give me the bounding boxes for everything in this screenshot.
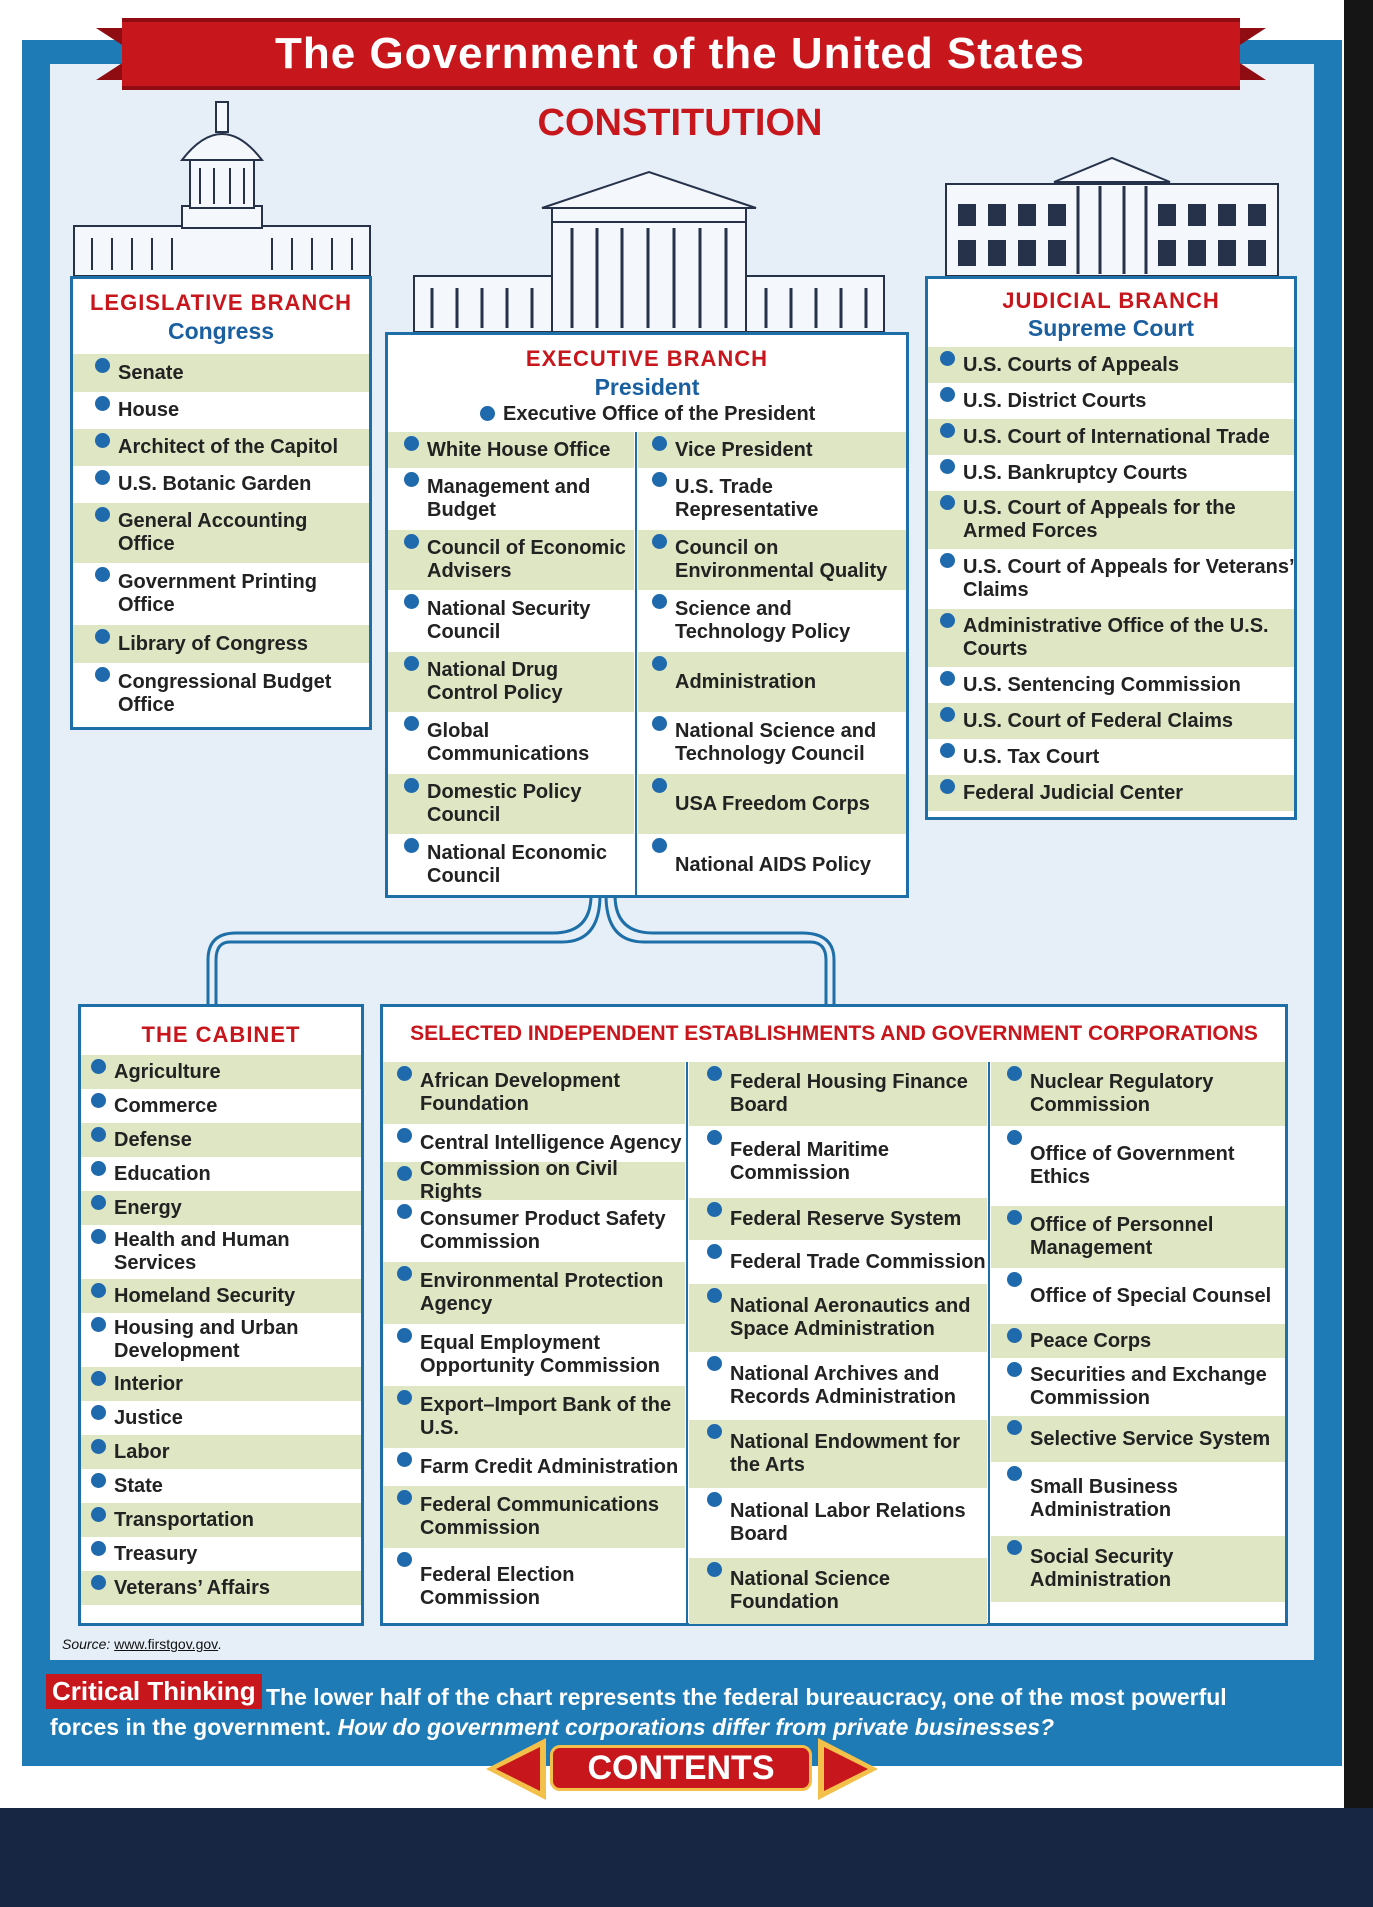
list-item (689, 1352, 987, 1420)
list-item-label: National Archives and Records Administration (730, 1363, 956, 1408)
list-item-label: Federal Trade Commission (730, 1250, 986, 1273)
list-item-label: U.S. Court of Appeals for the Armed Forces (963, 497, 1236, 542)
list-item-label: U.S. Tax Court (963, 745, 1100, 768)
bullet-icon (940, 707, 955, 722)
bullet-icon (480, 406, 495, 421)
list-item (928, 419, 1294, 455)
list-item-label: Education (114, 1162, 211, 1185)
list-item (81, 1225, 361, 1279)
next-page-arrow-icon[interactable] (814, 1734, 884, 1804)
list-item-label: Defense (114, 1128, 192, 1151)
bullet-icon (707, 1288, 722, 1303)
list-item (689, 1558, 987, 1624)
list-item (388, 432, 634, 468)
list-item-label: Export–Import Bank of the U.S. (420, 1394, 672, 1439)
bullet-icon (397, 1490, 412, 1505)
bullet-icon (652, 436, 667, 451)
critical-thinking-badge: Critical Thinking (46, 1674, 262, 1709)
bullet-icon (95, 567, 110, 582)
list-item-label: House (118, 399, 180, 421)
list-item-label: Office of Special Counsel (1030, 1284, 1272, 1307)
bullet-icon (91, 1195, 106, 1210)
capitol-building-icon (72, 98, 372, 278)
list-item (388, 834, 634, 896)
list-item-label: National AIDS Policy (675, 853, 871, 876)
list-item (638, 432, 906, 468)
bullet-icon (91, 1229, 106, 1244)
bullet-icon (95, 507, 110, 522)
list-item (73, 503, 369, 563)
list-item (928, 667, 1294, 703)
bullet-icon (652, 838, 667, 853)
bullet-icon (397, 1128, 412, 1143)
list-item (383, 1262, 685, 1324)
list-item-label: Federal Housing Finance Board (730, 1071, 968, 1116)
list-item-label: Administration (675, 670, 817, 693)
bullet-icon (397, 1452, 412, 1467)
list-item (388, 590, 634, 652)
list-item (383, 1386, 685, 1448)
list-item-label: Management and Budget (427, 476, 591, 521)
contents-button[interactable]: CONTENTS (550, 1745, 812, 1791)
list-item (928, 455, 1294, 491)
list-item-label: National Endowment for the Arts (730, 1431, 960, 1476)
list-item-label: Homeland Security (114, 1284, 296, 1307)
list-item-label: U.S. District Courts (963, 389, 1147, 412)
executive-column-divider (635, 432, 637, 896)
list-item (991, 1062, 1285, 1126)
bullet-icon (91, 1541, 106, 1556)
bullet-icon (91, 1059, 106, 1074)
list-item-label: Federal Maritime Commission (730, 1139, 889, 1184)
bullet-icon (940, 553, 955, 568)
list-item-label: U.S. Court of Federal Claims (963, 709, 1234, 732)
bullet-icon (95, 358, 110, 373)
bullet-icon (707, 1492, 722, 1507)
bullet-icon (1007, 1210, 1022, 1225)
bullet-icon (404, 436, 419, 451)
bullet-icon (707, 1356, 722, 1371)
bullet-icon (940, 387, 955, 402)
list-item-label: Selective Service System (1030, 1427, 1271, 1450)
list-item-label: U.S. Bankruptcy Courts (963, 461, 1188, 484)
list-item-label: Housing and Urban Development (114, 1317, 299, 1362)
bullet-icon (1007, 1328, 1022, 1343)
list-item-label: National Science Foundation (730, 1568, 891, 1613)
list-item-label: Central Intelligence Agency (420, 1131, 682, 1154)
list-item (928, 609, 1294, 667)
bullet-icon (95, 667, 110, 682)
list-item (388, 652, 634, 712)
bullet-icon (397, 1066, 412, 1081)
bullet-icon (940, 779, 955, 794)
supreme-court-building-icon (412, 168, 886, 334)
bullet-icon (707, 1424, 722, 1439)
list-item-label: Congressional Budget Office (118, 671, 332, 716)
judicial-heading: JUDICIAL BRANCH (1002, 288, 1220, 313)
executive-subheading: President (594, 374, 700, 400)
bullet-icon (940, 351, 955, 366)
list-item-label: Commission on Civil Rights (420, 1158, 618, 1203)
bullet-icon (397, 1390, 412, 1405)
list-item-label: Securities and Exchange Commission (1030, 1364, 1267, 1409)
right-dark-bar (1344, 0, 1373, 1808)
source-link[interactable]: www.firstgov.gov (114, 1636, 219, 1652)
list-item (388, 712, 634, 774)
bullet-icon (940, 423, 955, 438)
bullet-icon (707, 1562, 722, 1577)
list-item-label: Consumer Product Safety Commission (420, 1208, 666, 1253)
list-item (383, 1124, 685, 1162)
bullet-icon (652, 472, 667, 487)
executive-office-label: Executive Office of the President (503, 402, 816, 425)
list-item (689, 1284, 987, 1352)
list-item-label: Global Communications (427, 720, 590, 765)
bullet-icon (652, 534, 667, 549)
list-item (689, 1062, 987, 1126)
white-house-icon (944, 154, 1280, 278)
list-item-label: Administrative Office of the U.S. Courts (963, 615, 1269, 660)
list-item-label: Treasury (114, 1542, 198, 1565)
list-item (638, 530, 906, 590)
list-item (81, 1191, 361, 1225)
list-item-label: Commerce (114, 1094, 218, 1117)
list-item (991, 1206, 1285, 1268)
bullet-icon (95, 396, 110, 411)
list-item (689, 1488, 987, 1558)
bullet-icon (707, 1066, 722, 1081)
list-item-label: National Labor Relations Board (730, 1500, 966, 1545)
list-item-label: Federal Election Commission (420, 1564, 575, 1609)
list-item (991, 1268, 1285, 1324)
list-item-label: Office of Government Ethics (1030, 1143, 1235, 1188)
list-item-label: Domestic Policy Council (427, 781, 582, 826)
list-item (689, 1198, 987, 1240)
list-item-label: Council of Economic Advisers (427, 537, 626, 582)
independent-divider-1 (686, 1062, 688, 1624)
bullet-icon (91, 1439, 106, 1454)
bullet-icon (1007, 1066, 1022, 1081)
bullet-icon (707, 1244, 722, 1259)
list-item (73, 354, 369, 392)
bullet-icon (397, 1552, 412, 1567)
list-item (928, 549, 1294, 609)
list-item-label: U.S. Court of International Trade (963, 425, 1270, 448)
bullet-icon (404, 656, 419, 671)
list-item (383, 1200, 685, 1262)
bullet-icon (91, 1317, 106, 1332)
previous-page-arrow-icon[interactable] (480, 1734, 550, 1804)
list-item-label: National Economic Council (427, 842, 608, 887)
list-item-label: White House Office (427, 438, 611, 461)
list-item (638, 712, 906, 774)
list-item (383, 1158, 685, 1203)
bullet-icon (652, 778, 667, 793)
bullet-icon (940, 743, 955, 758)
list-item (383, 1486, 685, 1548)
list-item (73, 563, 369, 625)
bullet-icon (95, 433, 110, 448)
bullet-icon (404, 534, 419, 549)
list-item (81, 1571, 361, 1605)
list-item (81, 1367, 361, 1401)
bullet-icon (1007, 1466, 1022, 1481)
legislative-subheading: Congress (167, 318, 275, 344)
list-item (991, 1324, 1285, 1358)
list-item (73, 466, 369, 503)
list-item-label: Farm Credit Administration (420, 1455, 679, 1478)
list-item-label: Veterans’ Affairs (114, 1576, 271, 1599)
list-item-label: Senate (118, 361, 184, 384)
bullet-icon (940, 671, 955, 686)
bullet-icon (1007, 1420, 1022, 1435)
bottom-dark-area (0, 1808, 1373, 1907)
list-item-label: Justice (114, 1406, 183, 1429)
bullet-icon (404, 594, 419, 609)
list-item-label: Labor (114, 1440, 170, 1463)
list-item-label: USA Freedom Corps (675, 792, 870, 815)
list-item-label: Federal Reserve System (730, 1207, 962, 1230)
critical-thinking-text: The lower half of the chart represents the federal bureaucracy, one of the most powerful forces in the government. How do government corporations differ from private businesses? (50, 1684, 1227, 1740)
list-item (81, 1157, 361, 1191)
list-item (689, 1420, 987, 1488)
list-item-label: National Drug Control Policy (427, 659, 563, 704)
bullet-icon (91, 1507, 106, 1522)
bullet-icon (707, 1202, 722, 1217)
list-item (638, 834, 906, 896)
list-item (928, 383, 1294, 419)
list-item (81, 1123, 361, 1157)
list-item-label: Library of Congress (118, 632, 309, 655)
list-item (383, 1548, 685, 1626)
bullet-icon (940, 495, 955, 510)
list-item (638, 590, 906, 652)
list-item-label: Federal Communications Commission (420, 1494, 659, 1539)
list-item-label: Energy (114, 1196, 182, 1219)
list-item (383, 1324, 685, 1386)
list-item (928, 739, 1294, 775)
executive-office-item (480, 402, 880, 426)
independent-divider-2 (988, 1062, 990, 1624)
executive-heading: EXECUTIVE BRANCH (525, 346, 769, 371)
list-item-label: Transportation (114, 1508, 255, 1531)
list-item-label: Small Business Administration (1030, 1476, 1178, 1521)
constitution-heading: CONSTITUTION (537, 102, 823, 144)
bullet-icon (91, 1575, 106, 1590)
list-item (383, 1062, 685, 1124)
bullet-icon (652, 594, 667, 609)
list-item-label: National Science and Technology Council (675, 720, 877, 765)
list-item (81, 1503, 361, 1537)
list-item (928, 491, 1294, 549)
list-item (388, 774, 634, 834)
list-item (81, 1435, 361, 1469)
bullet-icon (1007, 1272, 1022, 1287)
bullet-icon (91, 1283, 106, 1298)
list-item (991, 1358, 1285, 1416)
list-item (689, 1240, 987, 1284)
list-item (81, 1401, 361, 1435)
list-item (383, 1448, 685, 1486)
list-item (638, 468, 906, 530)
list-item (388, 530, 634, 590)
list-item-label: National Security Council (427, 598, 591, 643)
bullet-icon (91, 1405, 106, 1420)
list-item-label: Office of Personnel Management (1030, 1214, 1214, 1259)
list-item (73, 625, 369, 663)
list-item (73, 392, 369, 429)
bullet-icon (397, 1266, 412, 1281)
list-item (991, 1536, 1285, 1602)
source-note: Source: www.firstgov.gov. (62, 1636, 223, 1652)
list-item-label: Equal Employment Opportunity Commission (420, 1332, 660, 1377)
list-item (73, 663, 369, 725)
list-item (81, 1537, 361, 1571)
bullet-icon (404, 778, 419, 793)
list-item (928, 347, 1294, 383)
list-item-label: General Accounting Office (118, 510, 308, 555)
list-item-label: Council on Environmental Quality (675, 537, 888, 582)
list-item (928, 703, 1294, 739)
bullet-icon (91, 1127, 106, 1142)
bullet-icon (707, 1130, 722, 1145)
list-item (81, 1469, 361, 1503)
list-item-label: Architect of the Capitol (118, 436, 339, 458)
bullet-icon (397, 1204, 412, 1219)
bullet-icon (940, 613, 955, 628)
list-item (638, 774, 906, 834)
list-item (689, 1126, 987, 1198)
list-item (81, 1279, 361, 1313)
bullet-icon (404, 472, 419, 487)
list-item-label: National Aeronautics and Space Administration (730, 1295, 971, 1340)
list-item-label: Nuclear Regulatory Commission (1030, 1071, 1214, 1116)
bullet-icon (940, 459, 955, 474)
list-item (81, 1313, 361, 1367)
list-item (73, 429, 369, 466)
list-item-label: U.S. Court of Appeals for Veterans’ Claims (963, 556, 1294, 601)
list-item-label: State (114, 1474, 163, 1497)
list-item (81, 1089, 361, 1123)
bullet-icon (652, 656, 667, 671)
list-item-label: Government Printing Office (118, 571, 317, 616)
judicial-subheading: Supreme Court (1027, 315, 1195, 341)
bullet-icon (404, 716, 419, 731)
list-item (388, 468, 634, 530)
bullet-icon (91, 1161, 106, 1176)
bullet-icon (91, 1473, 106, 1488)
bullet-icon (397, 1328, 412, 1343)
bullet-icon (1007, 1130, 1022, 1145)
list-item (991, 1462, 1285, 1536)
bullet-icon (95, 629, 110, 644)
connector-lines (200, 890, 860, 1010)
bullet-icon (91, 1093, 106, 1108)
list-item-label: Peace Corps (1030, 1329, 1152, 1352)
list-item-label: Interior (114, 1372, 183, 1395)
bullet-icon (652, 716, 667, 731)
cabinet-heading: THE CABINET (141, 1022, 301, 1047)
list-item (991, 1126, 1285, 1206)
list-item-label: U.S. Sentencing Commission (963, 673, 1241, 696)
list-item-label: Vice President (675, 438, 813, 461)
list-item (638, 652, 906, 712)
bullet-icon (1007, 1362, 1022, 1377)
legislative-heading: LEGISLATIVE BRANCH (89, 290, 353, 315)
list-item (81, 1055, 361, 1089)
list-item-label: Agriculture (114, 1060, 221, 1083)
list-item-label: Environmental Protection Agency (420, 1270, 664, 1315)
list-item-label: U.S. Botanic Garden (118, 473, 312, 495)
list-item-label: U.S. Courts of Appeals (963, 353, 1179, 376)
list-item-label: Social Security Administration (1030, 1546, 1174, 1591)
page-title: The Government of the United States (275, 29, 1085, 78)
critical-thinking-question: How do government corporations differ from private businesses? (337, 1714, 1055, 1740)
bullet-icon (404, 838, 419, 853)
list-item-label: Health and Human Services (114, 1229, 290, 1274)
bullet-icon (1007, 1540, 1022, 1555)
list-item-label: U.S. Trade Representative (675, 476, 819, 521)
bullet-icon (95, 470, 110, 485)
list-item-label: Federal Judicial Center (963, 781, 1184, 804)
list-item-label: Science and Technology Policy (675, 598, 851, 643)
list-item-label: African Development Foundation (420, 1070, 621, 1115)
independent-heading: SELECTED INDEPENDENT ESTABLISHMENTS AND GOVERNMENT CORPORATIONS (410, 1022, 1258, 1045)
bullet-icon (397, 1166, 412, 1181)
list-item (991, 1416, 1285, 1462)
list-item (928, 775, 1294, 811)
bullet-icon (91, 1371, 106, 1386)
